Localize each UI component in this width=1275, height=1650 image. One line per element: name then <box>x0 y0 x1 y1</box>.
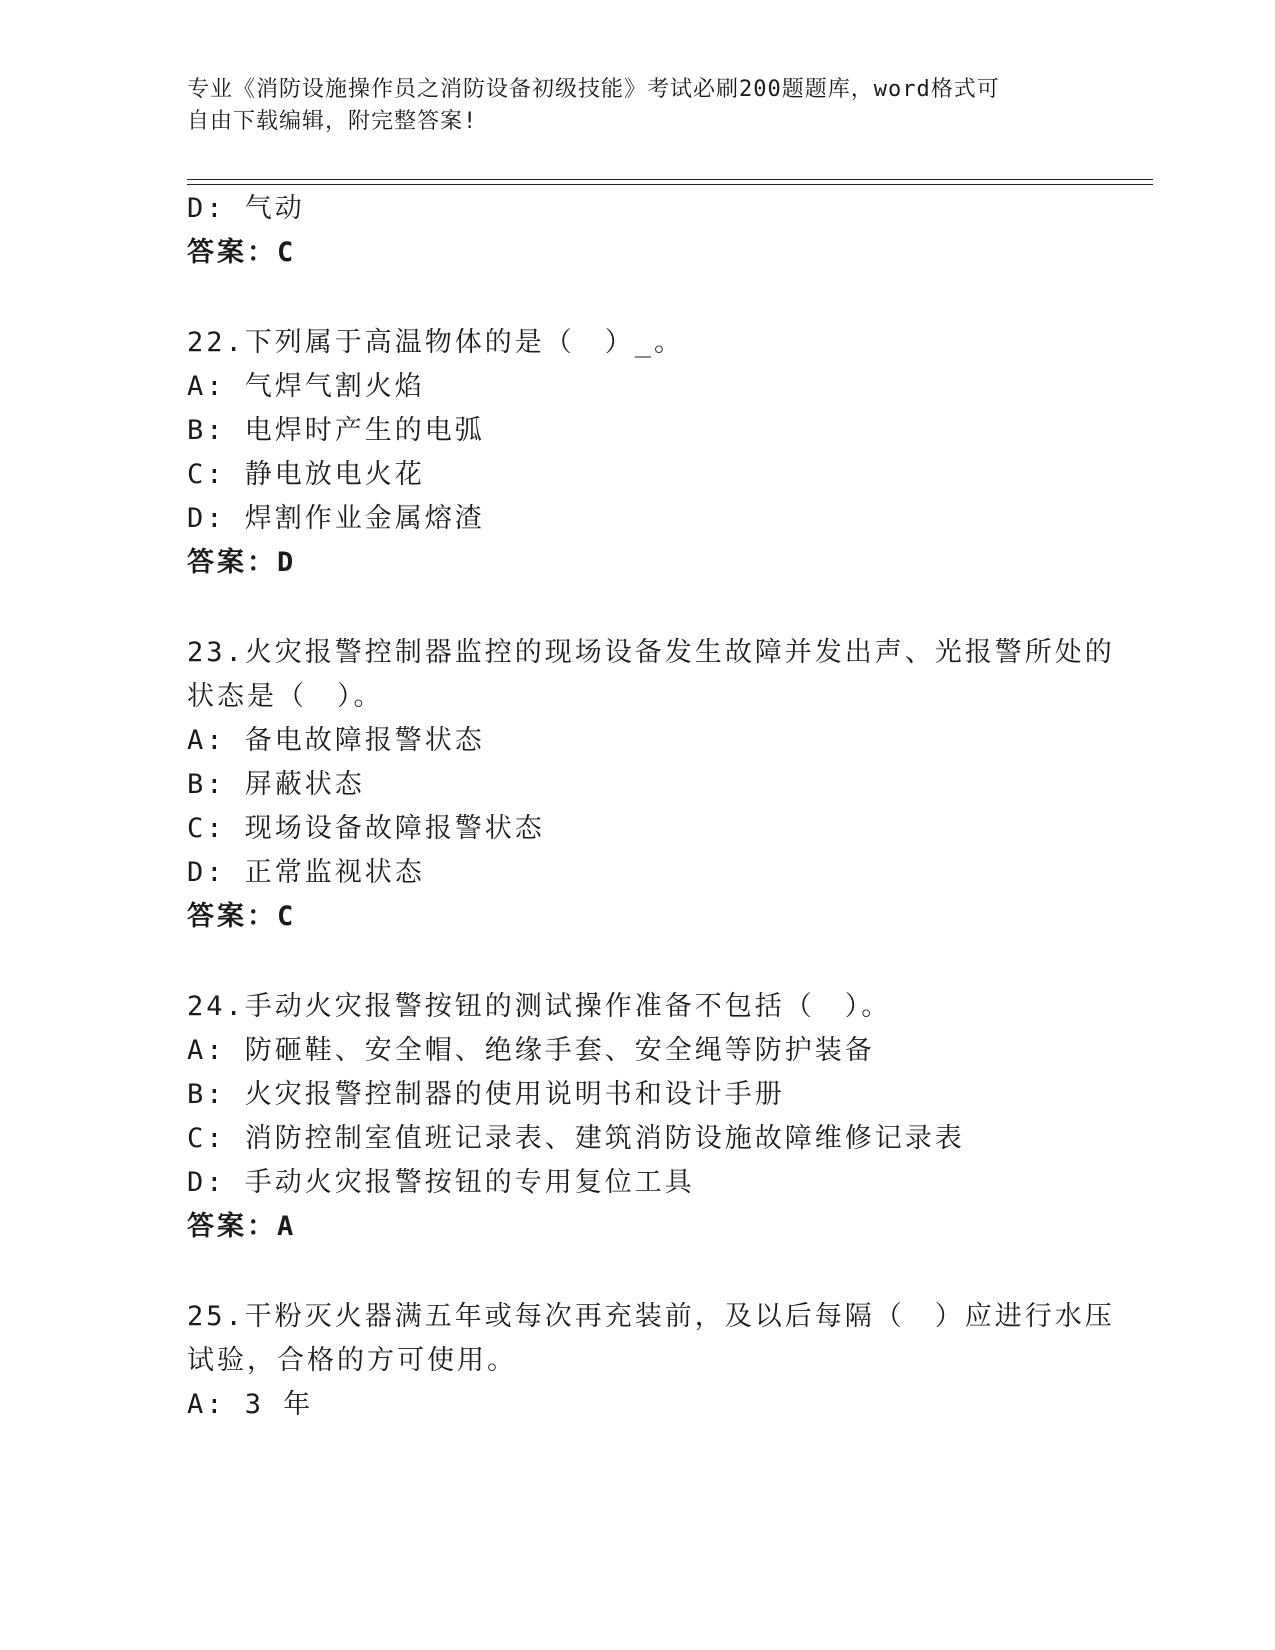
question-24-option-b: B: 火灾报警控制器的使用说明书和设计手册 <box>187 1079 785 1110</box>
question-22-answer: 答案：D <box>187 547 297 578</box>
question-23-stem-line-1: 23.火灾报警控制器监控的现场设备发生故障并发出声、光报警所处的 <box>187 637 1115 668</box>
header-divider-top <box>187 179 1153 180</box>
question-24-option-d: D: 手动火灾报警按钮的专用复位工具 <box>187 1167 695 1198</box>
question-23-option-d: D: 正常监视状态 <box>187 857 425 888</box>
question-24-stem: 24.手动火灾报警按钮的测试操作准备不包括（ ）。 <box>187 991 892 1022</box>
question-23-option-b: B: 屏蔽状态 <box>187 769 365 800</box>
header-line-2: 自由下载编辑，附完整答案! <box>187 109 478 134</box>
question-24-option-a: A: 防砸鞋、安全帽、绝缘手套、安全绳等防护装备 <box>187 1035 875 1066</box>
prev-option-d: D: 气动 <box>187 193 305 224</box>
question-22-option-c: C: 静电放电火花 <box>187 459 425 490</box>
question-22-option-d: D: 焊割作业金属熔渣 <box>187 503 485 534</box>
question-22-option-b: B: 电焊时产生的电弧 <box>187 415 485 446</box>
question-23-option-c: C: 现场设备故障报警状态 <box>187 813 545 844</box>
document-header <box>187 74 1067 138</box>
question-23-answer: 答案：C <box>187 901 297 932</box>
question-24-option-c: C: 消防控制室值班记录表、建筑消防设施故障维修记录表 <box>187 1123 965 1154</box>
question-22-stem: 22.下列属于高温物体的是（ ）_。 <box>187 327 685 358</box>
header-divider-bottom <box>187 184 1153 185</box>
question-23-stem-line-2: 状态是（ ）。 <box>187 681 384 712</box>
question-25-option-a: A: 3 年 <box>187 1389 314 1420</box>
header-line-1: 专业《消防设施操作员之消防设备初级技能》考试必刷200题题库，word格式可 <box>187 77 1000 102</box>
prev-answer: 答案：C <box>187 237 297 268</box>
question-25-stem-line-2: 试验，合格的方可使用。 <box>187 1345 517 1376</box>
question-24-answer: 答案：A <box>187 1211 297 1242</box>
question-22-option-a: A: 气焊气割火焰 <box>187 371 425 402</box>
question-23-option-a: A: 备电故障报警状态 <box>187 725 485 756</box>
question-25-stem-line-1: 25.干粉灭火器满五年或每次再充装前，及以后每隔（ ）应进行水压 <box>187 1301 1115 1332</box>
